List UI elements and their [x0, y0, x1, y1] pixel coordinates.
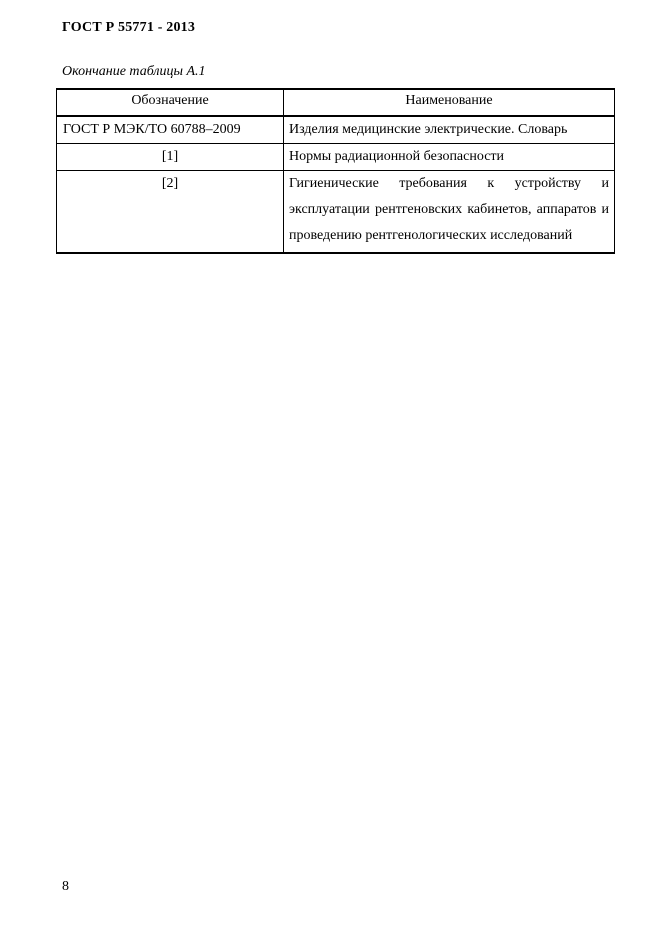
references-table: [56, 88, 615, 254]
table-row: [57, 116, 615, 144]
document-code-header: ГОСТ Р 55771 - 2013: [62, 20, 196, 35]
name-cell: Нормы радиационной безопасности: [284, 144, 615, 171]
table-row: [57, 144, 615, 171]
name-cell: Изделия медицинские электрические. Словарь: [284, 116, 615, 144]
table-caption: Окончание таблицы А.1: [62, 64, 206, 79]
column-header-designation: Обозначение: [57, 89, 284, 116]
page-number: 8: [62, 879, 69, 894]
table-header-row: [57, 89, 615, 116]
column-header-name: Наименование: [284, 89, 615, 116]
designation-cell: [1]: [57, 144, 284, 171]
name-cell: Гигиенические требования к устройству и эксплуатации рентгеновских кабинетов, аппаратов и проведению рентгенологических исследований: [284, 171, 615, 254]
designation-cell: [2]: [57, 171, 284, 254]
table-row: [57, 171, 615, 254]
designation-cell: ГОСТ Р МЭК/ТО 60788–2009: [57, 116, 284, 144]
